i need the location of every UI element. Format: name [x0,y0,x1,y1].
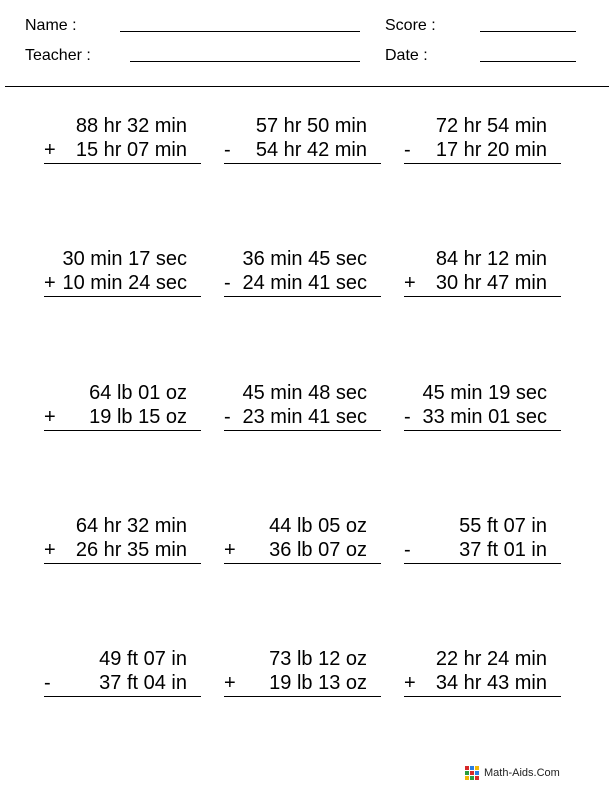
bottom-number: 33 min 01 sec [422,406,547,428]
problem-10 [44,514,204,574]
bottom-number: 26 hr 35 min [75,539,187,561]
answer-line [404,563,561,564]
bottom-number: 23 min 41 sec [242,406,367,428]
problem-12 [404,514,564,574]
top-number: 45 min 48 sec [242,382,367,404]
top-number: 84 hr 12 min [435,248,547,270]
answer-line [44,296,201,297]
top-number: 36 min 45 sec [242,248,367,270]
problem-3 [404,114,564,174]
answer-line [44,430,201,431]
answer-line [404,163,561,164]
top-number: 49 ft 07 in [99,648,187,670]
bottom-number: 30 hr 47 min [435,272,547,294]
operator-sign: + [404,672,416,694]
top-number: 73 lb 12 oz [269,648,367,670]
problem-15 [404,647,564,707]
teacher-label: Teacher : [25,47,91,64]
bottom-number: 19 lb 13 oz [269,672,367,694]
bottom-number: 37 ft 04 in [99,672,187,694]
bottom-number: 10 min 24 sec [62,272,187,294]
problem-13 [44,647,204,707]
name-label: Name : [25,17,77,34]
problem-1 [44,114,204,174]
bottom-number: 36 lb 07 oz [269,539,367,561]
problem-11 [224,514,384,574]
bottom-number: 34 hr 43 min [435,672,547,694]
answer-line [404,696,561,697]
top-number: 45 min 19 sec [422,382,547,404]
problem-14 [224,647,384,707]
answer-line [404,296,561,297]
answer-line [224,563,381,564]
score-label: Score : [385,17,436,34]
header-divider [5,86,609,87]
top-number: 72 hr 54 min [435,115,547,137]
operator-sign: + [224,672,236,694]
top-number: 57 hr 50 min [255,115,367,137]
problem-7 [44,381,204,441]
bottom-number: 54 hr 42 min [255,139,367,161]
operator-sign: + [44,539,56,561]
logo-text: Math-Aids.Com [484,767,560,779]
operator-sign: - [404,139,411,161]
answer-line [404,430,561,431]
answer-line [44,163,201,164]
operator-sign: - [224,406,231,428]
top-number: 64 lb 01 oz [89,382,187,404]
problem-6 [404,247,564,307]
problem-9 [404,381,564,441]
answer-line [224,163,381,164]
top-number: 64 hr 32 min [75,515,187,537]
operator-sign: - [44,672,51,694]
bottom-number: 15 hr 07 min [75,139,187,161]
top-number: 88 hr 32 min [75,115,187,137]
operator-sign: - [224,272,231,294]
score-field[interactable] [480,31,576,32]
operator-sign: + [224,539,236,561]
math-aids-logo-icon [465,766,479,780]
name-field[interactable] [120,31,360,32]
top-number: 55 ft 07 in [459,515,547,537]
operator-sign: + [44,272,56,294]
answer-line [224,696,381,697]
operator-sign: + [404,272,416,294]
bottom-number: 24 min 41 sec [242,272,367,294]
top-number: 44 lb 05 oz [269,515,367,537]
problem-2 [224,114,384,174]
date-field[interactable] [480,61,576,62]
operator-sign: - [404,539,411,561]
answer-line [44,563,201,564]
top-number: 30 min 17 sec [62,248,187,270]
bottom-number: 37 ft 01 in [459,539,547,561]
top-number: 22 hr 24 min [435,648,547,670]
operator-sign: + [44,406,56,428]
answer-line [224,430,381,431]
date-label: Date : [385,47,428,64]
operator-sign: - [224,139,231,161]
problem-4 [44,247,204,307]
problem-8 [224,381,384,441]
operator-sign: - [404,406,411,428]
bottom-number: 17 hr 20 min [435,139,547,161]
teacher-field[interactable] [130,61,360,62]
problem-5 [224,247,384,307]
operator-sign: + [44,139,56,161]
answer-line [224,296,381,297]
answer-line [44,696,201,697]
bottom-number: 19 lb 15 oz [89,406,187,428]
